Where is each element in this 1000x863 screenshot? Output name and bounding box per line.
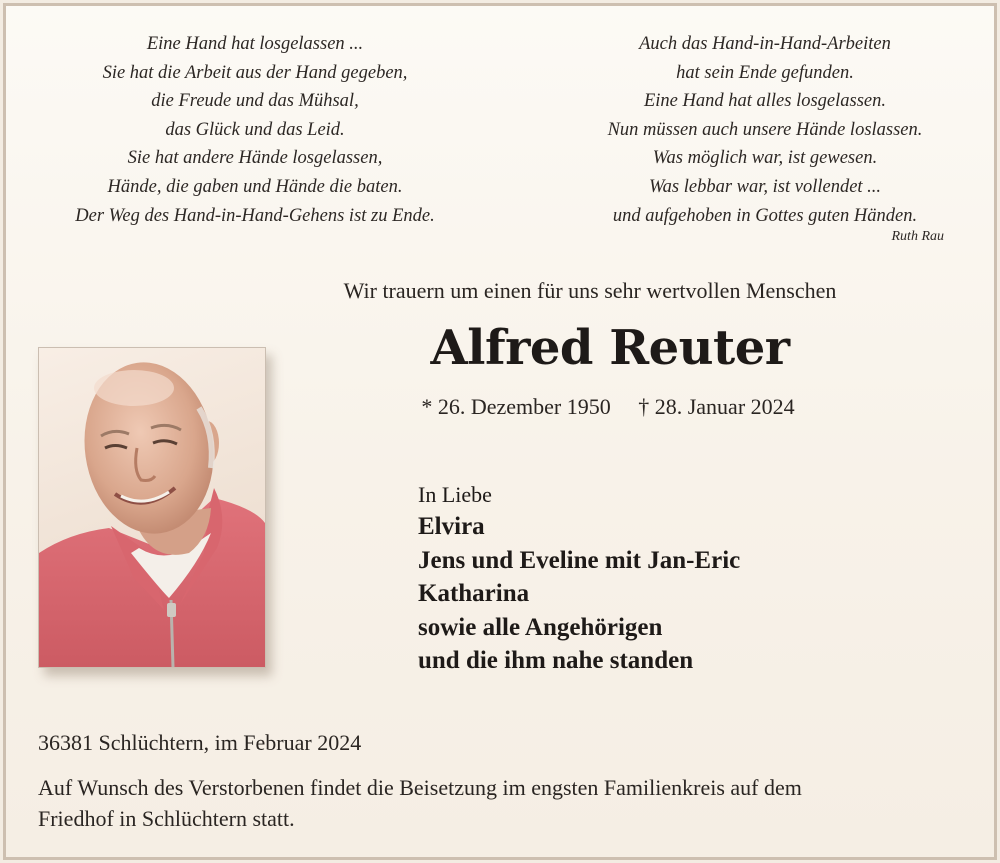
- intro-text: Wir trauern um einen für uns sehr wertvollen Menschen: [343, 278, 837, 303]
- poem-left-line: das Glück und das Leid.: [165, 119, 345, 140]
- death-date: † 28. Januar 2024: [638, 394, 795, 419]
- life-dates: [300, 394, 916, 420]
- portrait-photo: [38, 347, 266, 668]
- poem-left-line: die Freude und das Mühsal,: [151, 91, 359, 112]
- poem-right-line: Eine Hand hat alles losgelassen.: [643, 91, 887, 112]
- funeral-notice-line: Auf Wunsch des Verstorbenen findet die Beisetzung im engsten Familienkreis auf dem: [38, 775, 802, 800]
- poem-right-line: und aufgehoben in Gottes guten Händen.: [612, 205, 918, 226]
- mourner-name: und die ihm nahe standen: [418, 647, 694, 674]
- poem-right-line: Was möglich war, ist gewesen.: [652, 148, 878, 169]
- funeral-notice-line: Friedhof in Schlüchtern statt.: [38, 806, 295, 831]
- mourner-name: sowie alle Angehörigen: [418, 613, 663, 641]
- poem-left: [20, 30, 490, 230]
- poem-author: Ruth Rau: [891, 229, 944, 244]
- mourners-intro: In Liebe: [418, 482, 492, 507]
- poem-right-line: Auch das Hand-in-Hand-Arbeiten: [639, 34, 891, 54]
- poem-left-line: Sie hat andere Hände losgelassen,: [127, 148, 383, 169]
- poem-right-line: Was lebbar war, ist vollendet ...: [648, 176, 882, 197]
- mourner-name: Elvira: [418, 513, 485, 540]
- portrait-illustration: [39, 348, 265, 667]
- birth-date: * 26. Dezember 1950: [421, 394, 611, 419]
- poem-left-line: Sie hat die Arbeit aus der Hand gegeben,: [102, 62, 408, 83]
- mourner-name: Jens und Eveline mit Jan-Eric: [418, 546, 741, 574]
- mourners-block: [418, 480, 740, 678]
- poem-left-line: Der Weg des Hand-in-Hand-Gehens ist zu Ende.: [75, 205, 435, 226]
- deceased-name: Alfred Reuter: [430, 320, 790, 376]
- poem-right-line: hat sein Ende gefunden.: [676, 62, 854, 83]
- funeral-notice: [38, 772, 958, 834]
- mourner-name: Katharina: [418, 580, 530, 607]
- poem-right: [540, 30, 990, 230]
- place-date: 36381 Schlüchtern, im Februar 2024: [38, 730, 362, 755]
- poem-left-line: Eine Hand hat losgelassen ...: [146, 34, 364, 54]
- poem-right-line: Nun müssen auch unsere Hände loslassen.: [607, 119, 923, 140]
- poem-left-line: Hände, die gaben und Hände die baten.: [107, 176, 403, 197]
